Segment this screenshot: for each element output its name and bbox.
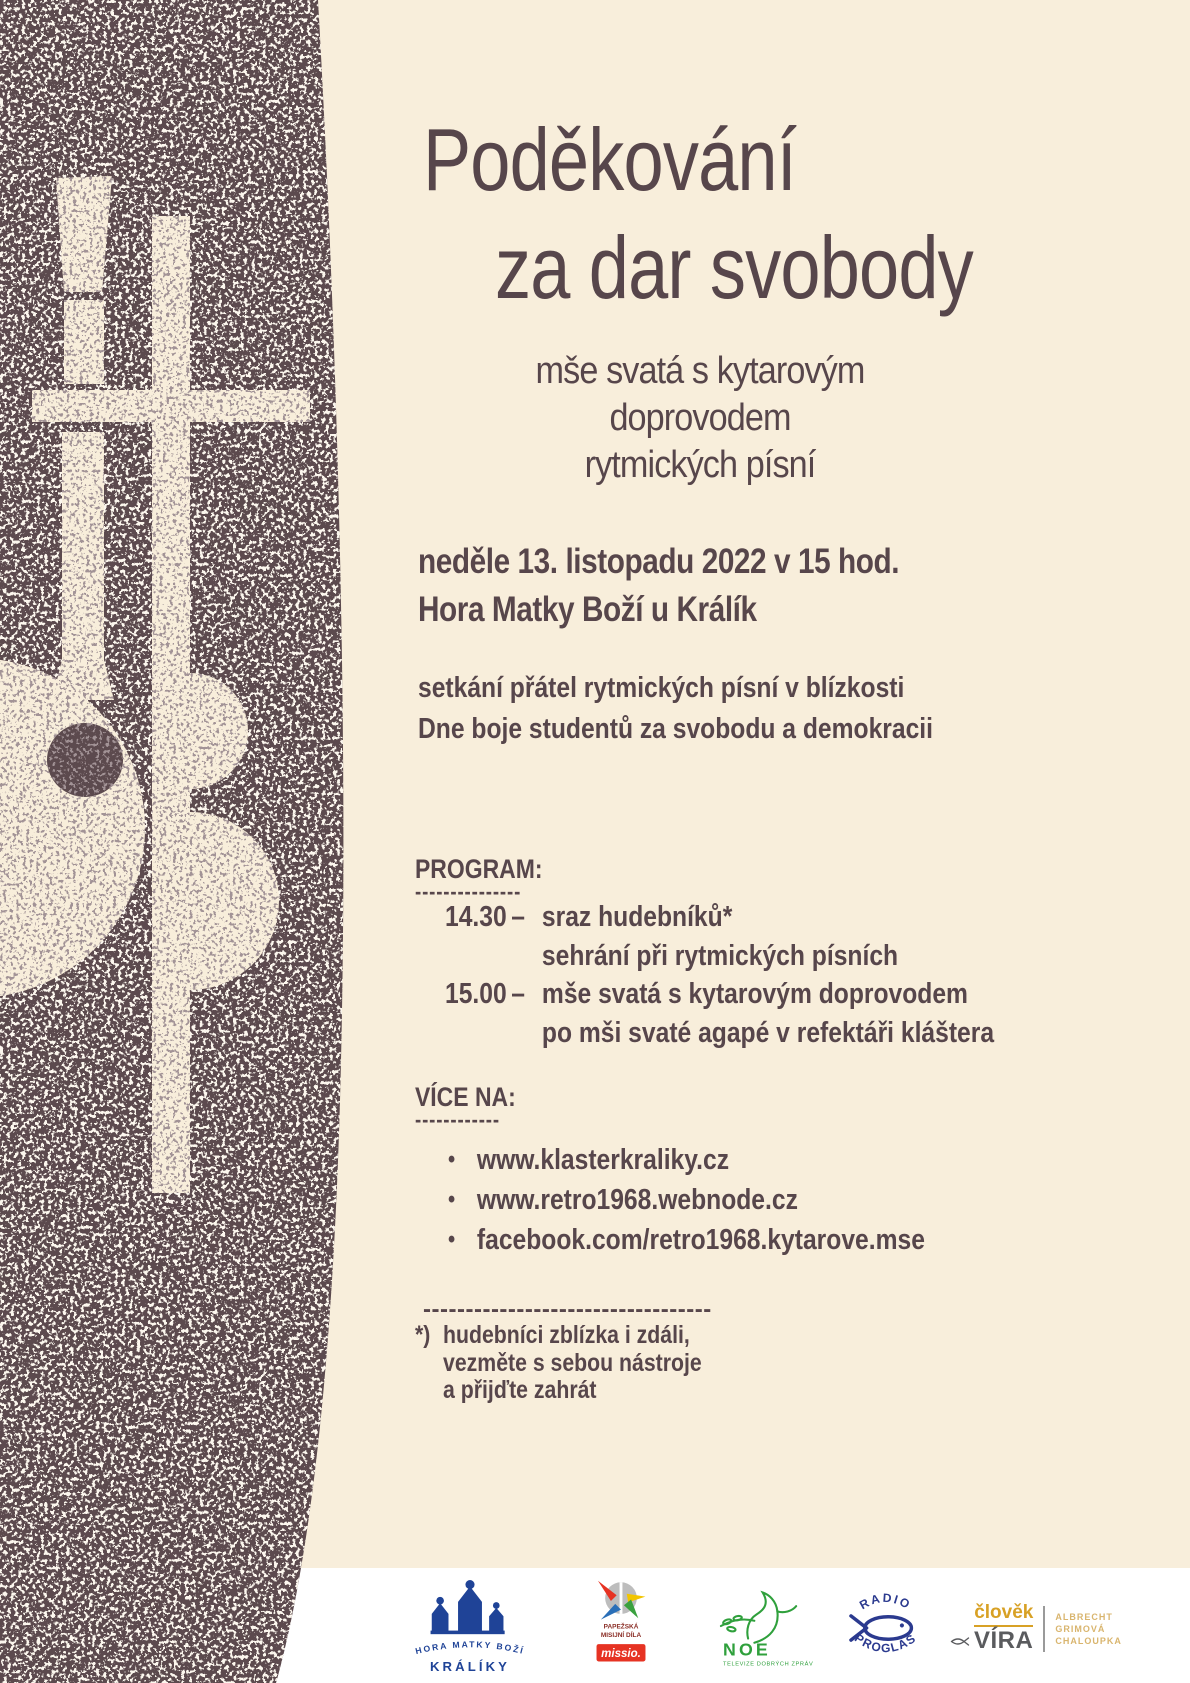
program-time: 15.00: [445, 978, 507, 1010]
program-dash: –: [511, 901, 526, 933]
list-item: [448, 1220, 925, 1260]
event-date: neděle 13. listopadu 2022 v 15 hod.: [418, 542, 900, 581]
footnote-text: [443, 1322, 702, 1405]
svg-text:RADIO: [857, 1591, 914, 1612]
program-heading-block: [415, 854, 543, 904]
svg-text:PROGLAS: [852, 1631, 919, 1655]
kraliky-monastery-logo: [410, 1578, 530, 1676]
program-item-continuation: [445, 1014, 994, 1053]
proglas-top-text: RADIO: [857, 1590, 914, 1613]
program-underline: ---------------: [415, 879, 522, 904]
kraliky-name-text: KRÁLÍKY: [429, 1659, 511, 1675]
noe-tagline: TELEVIZE DOBRÝCH ZPRÁV: [723, 1661, 814, 1668]
program-heading: PROGRAM:: [415, 854, 543, 884]
vira-word2: VÍRA: [974, 1627, 1034, 1654]
program-item-continuation: [445, 937, 994, 976]
subtitle-line2: rytmických písní: [584, 444, 816, 486]
noe-tv-logo: [700, 1584, 815, 1668]
program-list: [445, 898, 994, 1052]
list-item: [448, 1180, 925, 1220]
vira-name-line: GRIMOVÁ: [1055, 1623, 1106, 1634]
program-text: mše svatá s kytarovým doprovodem: [541, 978, 968, 1010]
link-text: www.klasterkraliky.cz: [476, 1144, 730, 1176]
event-place: Hora Matky Boží u Králík: [418, 590, 757, 629]
bullet-icon: •: [448, 1146, 456, 1173]
occasion-line2: Dne boje studentů za svobodu a demokracii: [418, 713, 934, 745]
date-place-block: [418, 538, 899, 634]
missio-box-text: missio.: [601, 1648, 641, 1661]
footnote-line2: vezměte s sebou nástroje: [443, 1348, 702, 1377]
program-text: sraz hudebníků*: [541, 901, 733, 933]
proglas-bottom-text: PROGLAS: [852, 1630, 919, 1656]
footnote-line1: hudebníci zblízka i zdáli,: [443, 1321, 690, 1349]
clovek-a-vira-logo: [950, 1602, 1122, 1655]
poster-title-line1: Poděkování: [423, 110, 796, 209]
list-item: [448, 1140, 925, 1180]
vira-names-column: [1055, 1612, 1122, 1646]
footnote-marker: *): [415, 1321, 431, 1349]
church-silhouette-icon: [432, 1586, 504, 1633]
poster-subtitle: [441, 348, 959, 489]
occasion-block: [418, 668, 933, 750]
vira-name-line: CHALOUPKA: [1055, 1635, 1122, 1646]
dove-icon: [721, 1593, 796, 1643]
missio-logo: [585, 1576, 657, 1672]
link-text: facebook.com/retro1968.kytarove.mse: [476, 1224, 925, 1256]
noe-name-text: NOE: [723, 1639, 771, 1660]
program-item: [445, 898, 994, 937]
vira-wordmark: [950, 1602, 1033, 1655]
vira-divider: [1043, 1606, 1045, 1652]
footnote-line3: a přijďte zahrát: [443, 1376, 597, 1404]
program-text: po mši svaté agapé v refektáři kláštera: [541, 1016, 995, 1049]
bullet-icon: •: [448, 1186, 456, 1213]
more-info-underline: ------------: [415, 1107, 500, 1132]
link-text: www.retro1968.webnode.cz: [476, 1184, 798, 1216]
program-text: sehrání při rytmických písních: [541, 939, 899, 972]
bullet-icon: •: [448, 1226, 456, 1253]
subtitle-line1: mše svatá s kytarovým doprovodem: [535, 350, 865, 439]
more-info-heading-block: [415, 1082, 516, 1132]
occasion-line1: setkání přátel rytmických písní v blízkosti: [418, 672, 905, 704]
program-item: [445, 975, 994, 1014]
vira-name-line: ALBRECHT: [1055, 1611, 1113, 1622]
small-fish-icon: [950, 1636, 970, 1647]
svg-text:HORA MATKY BOŽÍ: [414, 1639, 525, 1656]
cross-guitar-artwork: [0, 0, 360, 1683]
missio-line1: PAPEŽSKÁ: [603, 1623, 639, 1631]
program-time: 14.30: [445, 901, 507, 933]
radio-proglas-logo: [838, 1588, 933, 1668]
kraliky-arc-text: HORA MATKY BOŽÍ: [414, 1639, 526, 1657]
vira-word1: člověk: [974, 1602, 1033, 1627]
footnote-block: [415, 1322, 702, 1405]
poster-title-line2: za dar svobody: [495, 218, 973, 317]
footnote-divider: ----------------------------------: [423, 1296, 712, 1323]
missio-line2: MISIJNÍ DÍLA: [600, 1631, 642, 1639]
more-info-heading: VÍCE NA:: [415, 1082, 516, 1112]
program-dash: –: [511, 978, 526, 1010]
links-list: [448, 1140, 925, 1260]
